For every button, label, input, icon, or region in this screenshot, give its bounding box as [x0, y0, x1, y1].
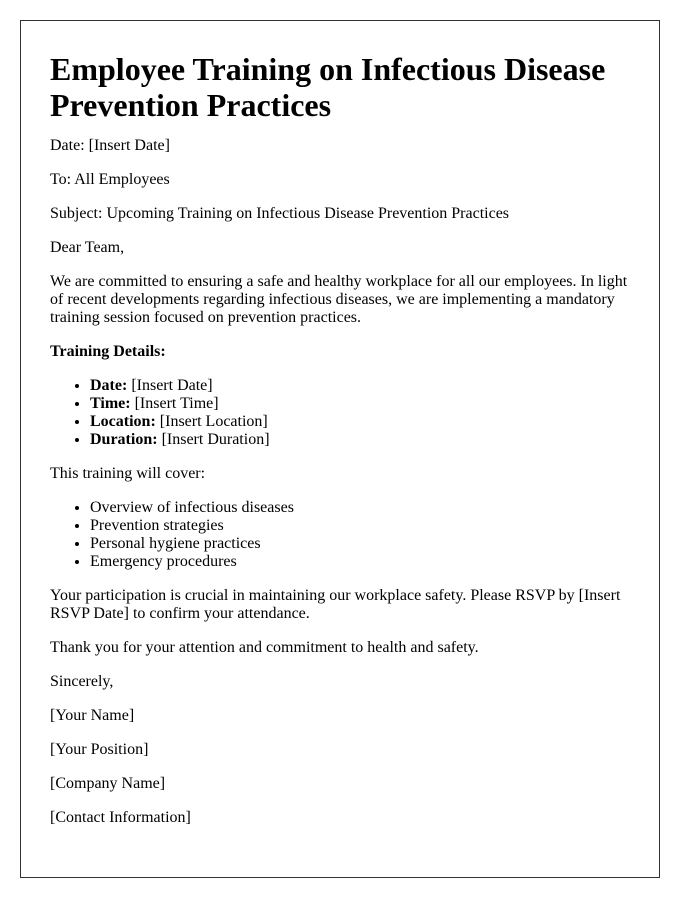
- thanks-paragraph: Thank you for your attention and commitment to health and safety.: [50, 639, 479, 656]
- letter-title: Employee Training on Infectious Disease Prevention Practices: [50, 51, 606, 123]
- closing: Sincerely,: [50, 673, 114, 690]
- detail-item-time: [90, 395, 630, 413]
- signature-company: [Company Name]: [50, 775, 166, 792]
- signature-name: [Your Name]: [50, 707, 135, 724]
- detail-value: [Insert Duration]: [157, 431, 270, 448]
- topic-item: • Prevention strategies: [90, 517, 630, 535]
- detail-item-date: [90, 377, 630, 395]
- intro-paragraph: We are committed to ensuring a safe and healthy workplace for all our employees. In light of recent developments regarding infectious diseases, we are implementing a mandatory training session focused on prevention practices.: [50, 273, 628, 326]
- details-heading: [50, 343, 630, 361]
- detail-label: Time:: [90, 395, 131, 412]
- salutation: Dear Team,: [50, 239, 125, 256]
- detail-item-location: [90, 413, 630, 431]
- signature-position: [Your Position]: [50, 741, 149, 758]
- detail-value: [Insert Time]: [130, 395, 219, 412]
- date-line: Date: [Insert Date]: [50, 137, 170, 154]
- details-heading-text: Training Details:: [50, 343, 166, 360]
- topic-item: • Overview of infectious diseases: [90, 499, 630, 517]
- participation-paragraph: Your participation is crucial in maintaining our workplace safety. Please RSVP by [Insert RSVP Date] to confirm your attendance.: [50, 587, 621, 622]
- detail-value: [Insert Date]: [127, 377, 213, 394]
- cover-intro: This training will cover:: [50, 465, 206, 482]
- to-line: To: All Employees: [50, 171, 170, 188]
- letter-container: [20, 20, 660, 878]
- topics-list: [50, 499, 630, 571]
- detail-label: Duration:: [90, 431, 158, 448]
- detail-label: Date:: [90, 377, 128, 394]
- topic-item: • Emergency procedures: [90, 553, 630, 571]
- signature-contact: [Contact Information]: [50, 809, 191, 826]
- detail-item-duration: [90, 431, 630, 449]
- detail-label: Location:: [90, 413, 156, 430]
- detail-value: [Insert Location]: [155, 413, 268, 430]
- details-list: [50, 377, 630, 449]
- topic-item: • Personal hygiene practices: [90, 535, 630, 553]
- subject-line: Subject: Upcoming Training on Infectious Disease Prevention Practices: [50, 205, 510, 222]
